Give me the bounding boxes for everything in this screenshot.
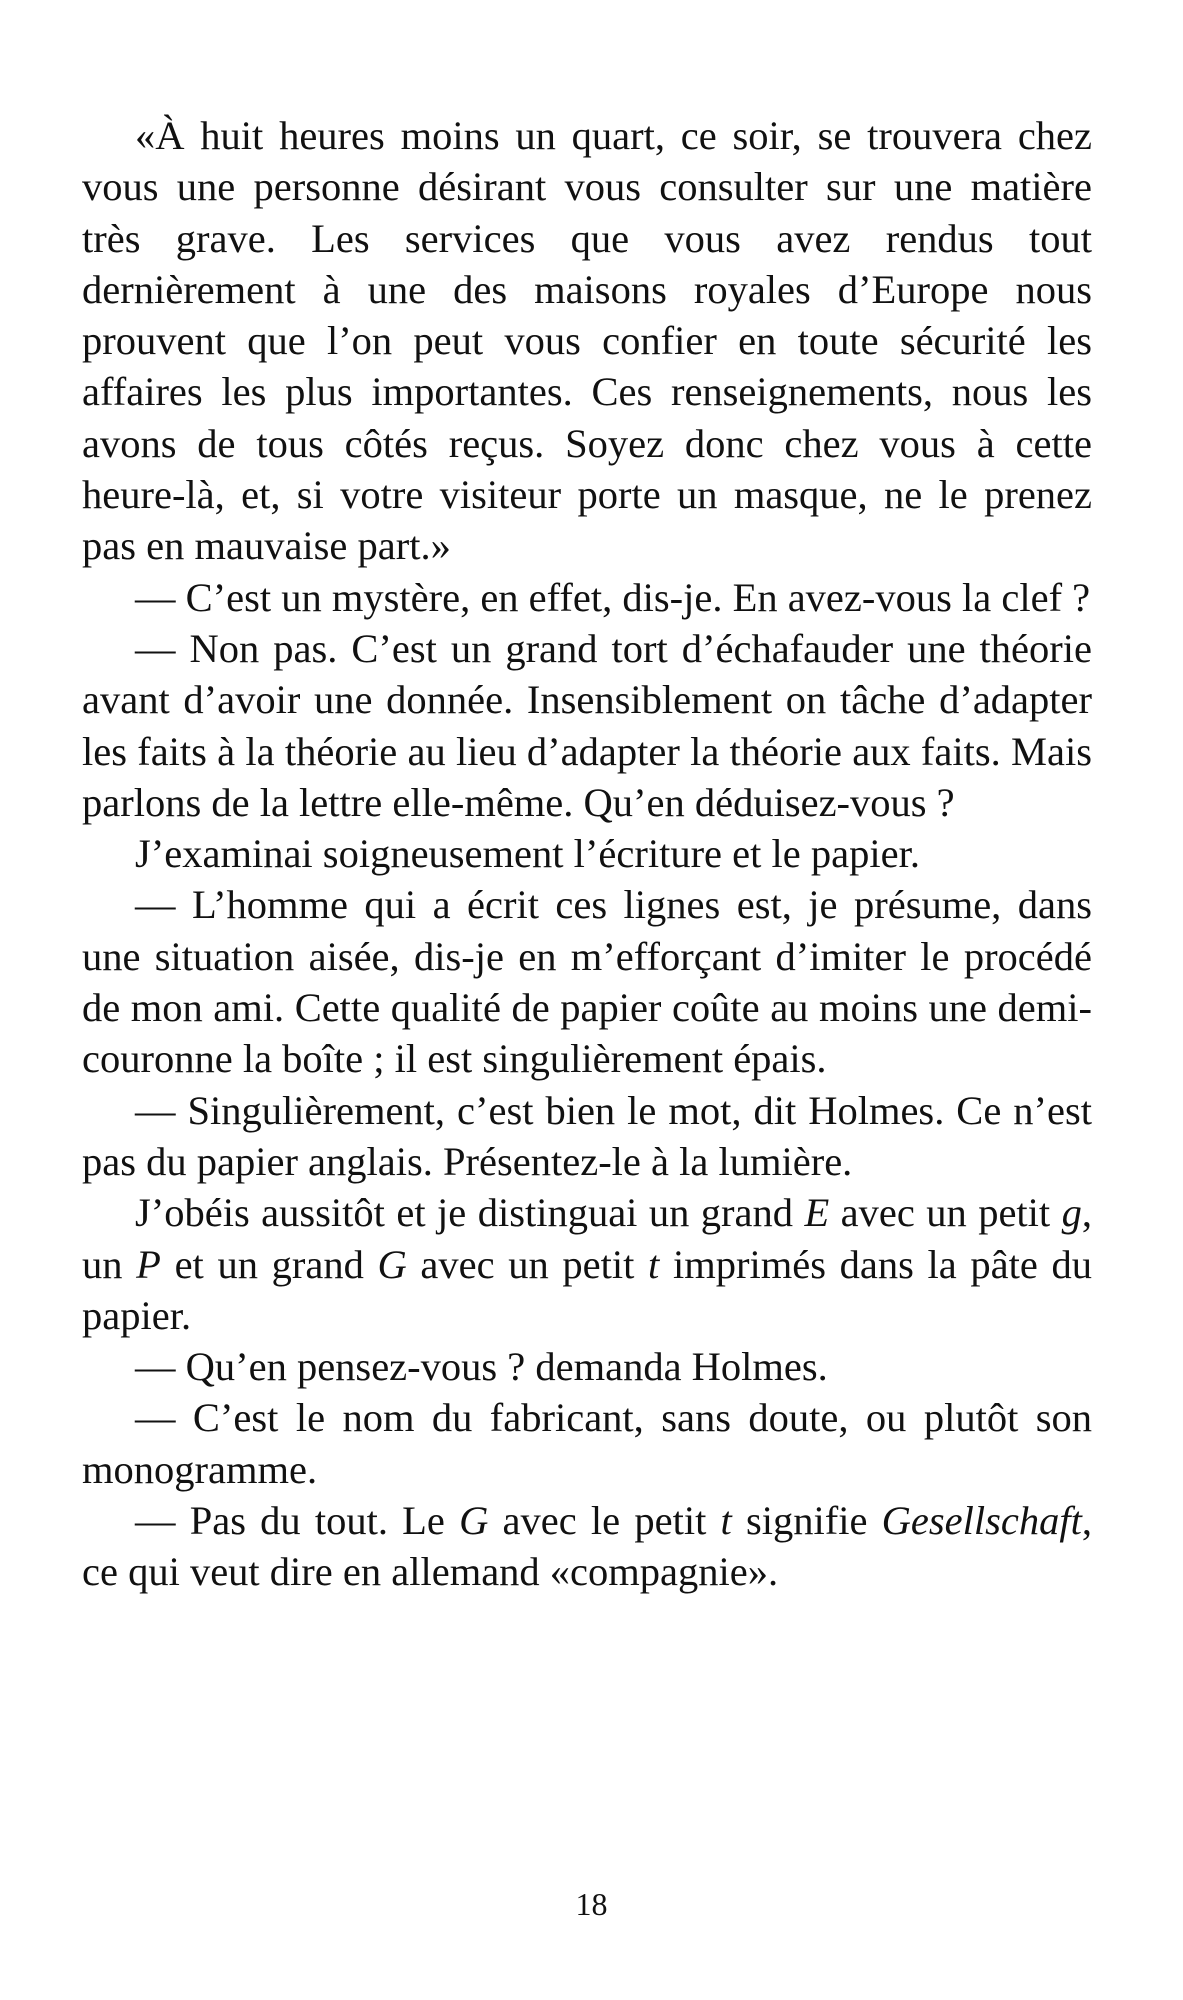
paragraph-what-think	[82, 1341, 1092, 1392]
text-run: et un grand	[160, 1241, 378, 1287]
text-run: — Non pas. C’est un grand tort d’échafauder une théorie avant d’avoir une donnée. Insensiblement on tâche d’adapter les faits à la théorie au lieu d’adapter la théorie aux faits. Mais parlons de la lettre elle-même. Qu’en déduisez-vous ?	[82, 625, 1092, 825]
italic-text: t	[720, 1498, 732, 1544]
italic-text: G	[377, 1241, 407, 1287]
paragraph-letter	[82, 110, 1092, 572]
text-run: , ce qui veut dire en allemand «compagnie».	[82, 1498, 1093, 1595]
italic-text: g	[1061, 1190, 1082, 1236]
page-number: 18	[575, 1886, 608, 1922]
text-run: — C’est un mystère, en effet, dis-je. En avez-vous la clef ?	[135, 574, 1091, 620]
text-run: , un	[82, 1190, 1092, 1287]
text-run: — Qu’en pensez-vous ? demanda Holmes.	[135, 1344, 828, 1390]
text-run: signifie	[731, 1498, 882, 1544]
italic-text: G	[459, 1498, 489, 1544]
text-run: — Singulièrement, c’est bien le mot, dit Holmes. Ce n’est pas du papier anglais. Présentez-le à la lumière.	[82, 1087, 1092, 1184]
paragraph-examined	[82, 828, 1092, 879]
text-run: «À huit heures moins un quart, ce soir, se trouvera chez vous une personne désirant vous consulter sur une matière très grave. Les services que vous avez rendus tout dernièrement à une des maisons royales d’Europe nous prouvent que l’on peut vous confier en toute sécurité les affaires les plus importantes. Ces renseignements, nous les avons de tous côtés reçus. Soyez donc chez vous à cette heure-là, et, si votre visiteur porte un masque, ne le prenez pas en mauvaise part.»	[82, 113, 1092, 569]
paragraph-mystery	[82, 572, 1092, 623]
text-run: — L’homme qui a écrit ces lignes est, je présume, dans une situation aisée, dis-je en m’efforçant d’imiter le procédé de mon ami. Cette qualité de papier coûte au moins une demi-couronne la boîte ; il est singulièrement épais.	[82, 882, 1092, 1082]
text-run: avec un petit	[829, 1190, 1062, 1236]
paragraph-man-wrote	[82, 879, 1092, 1084]
italic-text: P	[136, 1241, 161, 1287]
text-run: — Pas du tout. Le	[135, 1498, 460, 1544]
italic-text: Gesellschaft	[881, 1498, 1082, 1544]
italic-text: t	[648, 1241, 660, 1287]
italic-text: E	[804, 1190, 830, 1236]
text-run: — C’est le nom du fabricant, sans doute, ou plutôt son monogramme.	[82, 1395, 1092, 1492]
paragraph-not-at-all	[82, 1495, 1092, 1598]
text-run: J’obéis aussitôt et je distinguai un grand	[135, 1190, 805, 1236]
text-run: imprimés dans la pâte du papier.	[82, 1241, 1093, 1338]
text-run: avec le petit	[488, 1498, 721, 1544]
body-text	[82, 110, 1092, 1598]
paragraph-obeyed	[82, 1187, 1092, 1341]
paragraph-theory	[82, 623, 1092, 828]
paragraph-maker	[82, 1392, 1092, 1495]
paragraph-singularly	[82, 1085, 1092, 1188]
text-run: J’examinai soigneusement l’écriture et le papier.	[135, 831, 920, 877]
text-run: avec un petit	[406, 1241, 649, 1287]
